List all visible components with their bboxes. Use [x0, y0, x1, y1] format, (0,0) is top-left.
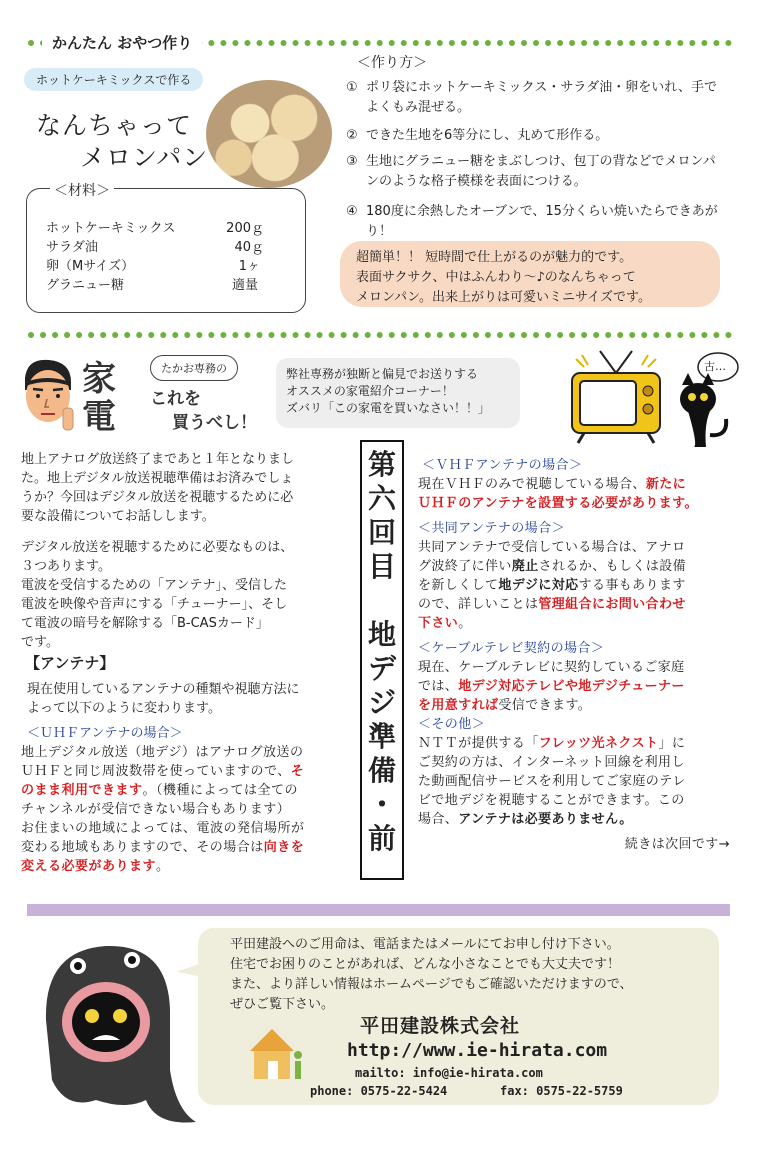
text-line: ビで地デジを視聴することができます。この — [418, 793, 685, 808]
text-line: チャンネルが受信できない場合もあります） — [21, 802, 291, 817]
text-line: た。地上デジタル放送視聴準備はお済みでしょ — [21, 471, 294, 486]
vertical-char: 回 — [367, 516, 396, 549]
red-text: 管理組合にお問い合わせ — [538, 597, 686, 612]
text-line: た動画配信サービスを利用してご家庭のテレ — [418, 774, 686, 789]
text-span: 現在ＶＨＦのみで視聴している場合、 — [418, 477, 646, 492]
vertical-char: 備 — [367, 754, 396, 787]
text-span: 場合、 — [418, 812, 459, 827]
company-name: 平田建設株式会社 — [360, 1015, 521, 1037]
vertical-char: 地 — [367, 618, 396, 651]
text-span: グ波終了に伴い — [418, 559, 512, 574]
text-span: されるか、もしくは設備 — [538, 559, 687, 574]
kaden-requirements-paragraph — [21, 538, 356, 652]
recipe-source-pill — [24, 68, 203, 91]
red-text: フレッツ光ネクスト — [538, 736, 659, 751]
red-text: 変える必要があります — [21, 859, 157, 874]
intro-line: 弊社専務が独断と偏見でお送りする — [286, 367, 479, 381]
text-span: 。（機種によっては全ての — [142, 783, 299, 798]
ghost-cat-mascot-icon — [36, 930, 196, 1130]
vertical-spacer — [362, 584, 402, 618]
kaden-title-rest2: 買うべし！ — [172, 413, 257, 433]
footer-line: 住宅でお困りのことがあれば、どんな小さなことでも大丈夫です！ — [230, 957, 621, 972]
step-text: 180度に余熱したオーブンで、15分くらい焼いたらできあがり！ — [366, 204, 718, 239]
text-line: 現在、ケーブルテレビに契約しているご家庭 — [418, 660, 685, 675]
vertical-char: ジ — [367, 686, 396, 719]
red-text: 下さい — [418, 616, 459, 631]
text-line: 地上デジタル放送（地デジ）はアナログ放送の — [21, 745, 304, 760]
step-number: ① — [346, 80, 358, 95]
text-span: ＵＨＦと同じ周波数帯を使っていますので、 — [21, 764, 291, 779]
text-line — [21, 857, 361, 876]
vertical-char: 前 — [367, 822, 396, 855]
recipe-step — [346, 126, 726, 146]
text-line: ご契約の方は、インターネット回線を利用し — [418, 755, 685, 770]
continued-note: 続きは次回です→ — [624, 837, 730, 852]
ingredient-row — [46, 217, 264, 236]
kaden-intro-paragraph — [21, 450, 356, 526]
text-line: 要な設備についてお話しします。 — [21, 509, 215, 524]
ingredient-amount: 1ヶ — [238, 259, 260, 274]
ingredient-name: サラダ油 — [46, 240, 98, 255]
red-text: のまま利用できます — [21, 783, 143, 798]
text-line — [418, 734, 738, 753]
uhf-paragraph — [21, 743, 361, 876]
ingredient-amount: 適量 — [231, 278, 258, 293]
recipe-step — [346, 202, 726, 242]
step-number: ② — [346, 128, 358, 143]
text-line — [418, 576, 738, 595]
recipe-note — [356, 248, 716, 308]
ingredients-title: ＜材料＞ — [50, 180, 114, 200]
email-link[interactable]: mailto: info@ie-hirata.com — [355, 1066, 543, 1080]
text-span: する事もあります — [578, 578, 686, 593]
step-text: ポリ袋にホットケーキミックス・サラダ油・卵をいれ、手でよくもみ混ぜる。 — [366, 80, 718, 115]
text-span: 変わる地域もありますので、その場合は — [21, 840, 264, 855]
ingredient-row — [46, 274, 264, 293]
footer-line: また、より詳しい情報はホームページでもご確認いただけますので、 — [230, 977, 633, 992]
text-line — [418, 475, 738, 494]
text-span: 。 — [156, 859, 170, 874]
red-text: を用意すれば — [418, 698, 499, 713]
vertical-char: 第 — [367, 448, 396, 481]
text-span: 。 — [458, 616, 472, 631]
bold-text: アンテナは必要ありません。 — [458, 812, 633, 827]
house-logo-icon — [246, 1025, 306, 1081]
text-span: ＮＴＴが提供する「 — [418, 736, 539, 751]
step-number: ③ — [346, 154, 358, 169]
phone-number: phone: 0575-22-5424 — [310, 1084, 448, 1098]
text-line: です。 — [21, 635, 59, 650]
right-column — [418, 456, 738, 854]
text-line: デジタル放送を視聴するために必要なものは、 — [21, 540, 294, 555]
fax-number: fax: 0575-22-5759 — [500, 1084, 623, 1098]
text-line — [418, 677, 738, 696]
text-span: を新しくして — [418, 578, 499, 593]
ingredient-amount: 200ｇ — [226, 221, 264, 236]
kaden-title-rest — [150, 384, 201, 409]
text-line: 電波を映像や音声にする「チューナー」、そし — [21, 597, 288, 612]
shared-antenna-heading: ＜共同アンテナの場合＞ — [418, 521, 565, 536]
antenna-heading: 【アンテナ】 — [25, 654, 115, 672]
text-line: お住まいの地域によっては、電波の発信場所が — [21, 821, 305, 836]
red-text: そ — [290, 764, 305, 779]
footer-line: 平田建設へのご用命は、電話またはメールにてお申し付け下さい。 — [230, 937, 620, 952]
text-line — [418, 614, 738, 633]
steps-title: ＜作り方＞ — [357, 55, 427, 71]
vertical-char: ・ — [367, 788, 396, 821]
text-line — [21, 762, 361, 781]
text-line: 共同アンテナで受信している場合は、アナロ — [418, 540, 686, 555]
text-span: 」に — [658, 736, 686, 751]
kaden-title-rest — [172, 408, 257, 433]
speech-bubble-text: たかお専務の — [161, 362, 227, 375]
uhf-heading: ＜ＵＨＦアンテナの場合＞ — [27, 726, 183, 741]
text-line: よって以下のように変わります。 — [27, 701, 221, 716]
red-text: 新たに — [645, 477, 687, 492]
green-dotted-divider-middle — [28, 332, 732, 338]
intro-line: オススメの家電紹介コーナー！ — [286, 384, 454, 398]
website-link[interactable]: http://www.ie-hirata.com — [347, 1040, 608, 1061]
text-span: 受信できます。 — [498, 698, 592, 713]
ingredient-row — [46, 236, 264, 255]
recipe-source-text: ホットケーキミックスで作る — [36, 73, 192, 87]
text-line: て電波の暗号を解除する「B-CASカード」 — [21, 616, 269, 631]
text-line: 現在使用しているアンテナの種類や視聴方法に — [27, 682, 300, 697]
vertical-title — [362, 448, 402, 856]
red-text: 地デジ対応テレビや地デジチューナー — [458, 679, 685, 694]
other-heading: ＜その他＞ — [418, 717, 486, 732]
melon-pan-photo — [206, 80, 332, 188]
text-line: 電波を受信するための「アンテナ」、受信した — [21, 578, 287, 593]
note-line: 表面サクサク、中はふんわり～♪のなんちゃって — [356, 270, 636, 285]
vertical-char: 準 — [367, 720, 396, 753]
red-text: 向きを — [263, 840, 305, 855]
cable-tv-heading: ＜ケーブルテレビ契約の場合＞ — [418, 641, 605, 656]
bold-text: 廃止 — [511, 559, 539, 574]
text-line: ３つあります。 — [21, 559, 111, 574]
text-span: ので、詳しいことは — [418, 597, 539, 612]
vertical-char: 目 — [367, 550, 396, 583]
kaden-title — [82, 360, 122, 436]
section-title-text: かんたん おやつ作り — [52, 34, 193, 52]
step-text: 生地にグラニュー糖をまぶしつけ、包丁の背などでメロンパンのような格子模様を表面につける。 — [366, 154, 716, 189]
senmu-face-icon — [17, 356, 77, 436]
step-text: できた生地を6等分にし、丸めて形作る。 — [366, 128, 609, 143]
intro-line: ズバリ「この家電を買いなさい！！」 — [286, 401, 491, 415]
purple-divider — [27, 904, 730, 916]
text-line — [418, 595, 738, 614]
note-line: メロンパン。出来上がりは可愛いミニサイズです。 — [356, 290, 651, 305]
ingredient-name: グラニュー糖 — [46, 278, 125, 293]
text-line: うか？今回はデジタル放送を視聴するために必 — [21, 490, 294, 505]
text-line — [418, 696, 738, 715]
ingredient-name: ホットケーキミックス — [46, 221, 176, 236]
recipe-step — [346, 78, 726, 118]
text-line: 地上アナログ放送終了まであと１年となりまし — [21, 452, 295, 467]
recipe-name-line2: メロンパン — [80, 143, 209, 172]
retro-tv-icon — [568, 345, 664, 445]
ingredient-row — [46, 255, 264, 274]
vhf-heading: ＜ＶＨＦアンテナの場合＞ — [422, 458, 583, 473]
recipe-name-line1: なんちゃって — [36, 111, 193, 140]
antenna-paragraph — [27, 680, 357, 718]
text-line — [418, 557, 738, 576]
footer-line: ぜひご覧下さい。 — [230, 997, 335, 1012]
vertical-char: デ — [367, 652, 396, 685]
cat-speech-text: 古… — [704, 360, 726, 373]
text-line — [21, 781, 361, 800]
vertical-char: 六 — [367, 482, 396, 515]
ingredient-amount: 40ｇ — [234, 240, 264, 255]
note-line: 超簡単！！ 短時間で仕上がるのが魅力的です。 — [356, 250, 633, 265]
text-line — [418, 810, 738, 829]
text-line — [21, 838, 361, 857]
section-title-recipe — [42, 32, 202, 53]
recipe-step — [346, 152, 726, 192]
bold-text: 地デジに対応 — [498, 578, 579, 593]
text-span: では、 — [418, 679, 459, 694]
senmu-speech-bubble — [150, 355, 238, 381]
recipe-name — [36, 110, 208, 174]
step-number: ④ — [346, 204, 358, 219]
red-text: ＵＨＦのアンテナを設置する必要があります。 — [418, 496, 698, 511]
kaden-title-big: 家電 — [82, 359, 116, 437]
kaden-intro — [286, 366, 518, 417]
footer-message — [230, 935, 700, 1015]
kaden-title-rest1: これを — [150, 389, 201, 409]
ingredient-name: 卵（Mサイズ） — [46, 259, 135, 274]
